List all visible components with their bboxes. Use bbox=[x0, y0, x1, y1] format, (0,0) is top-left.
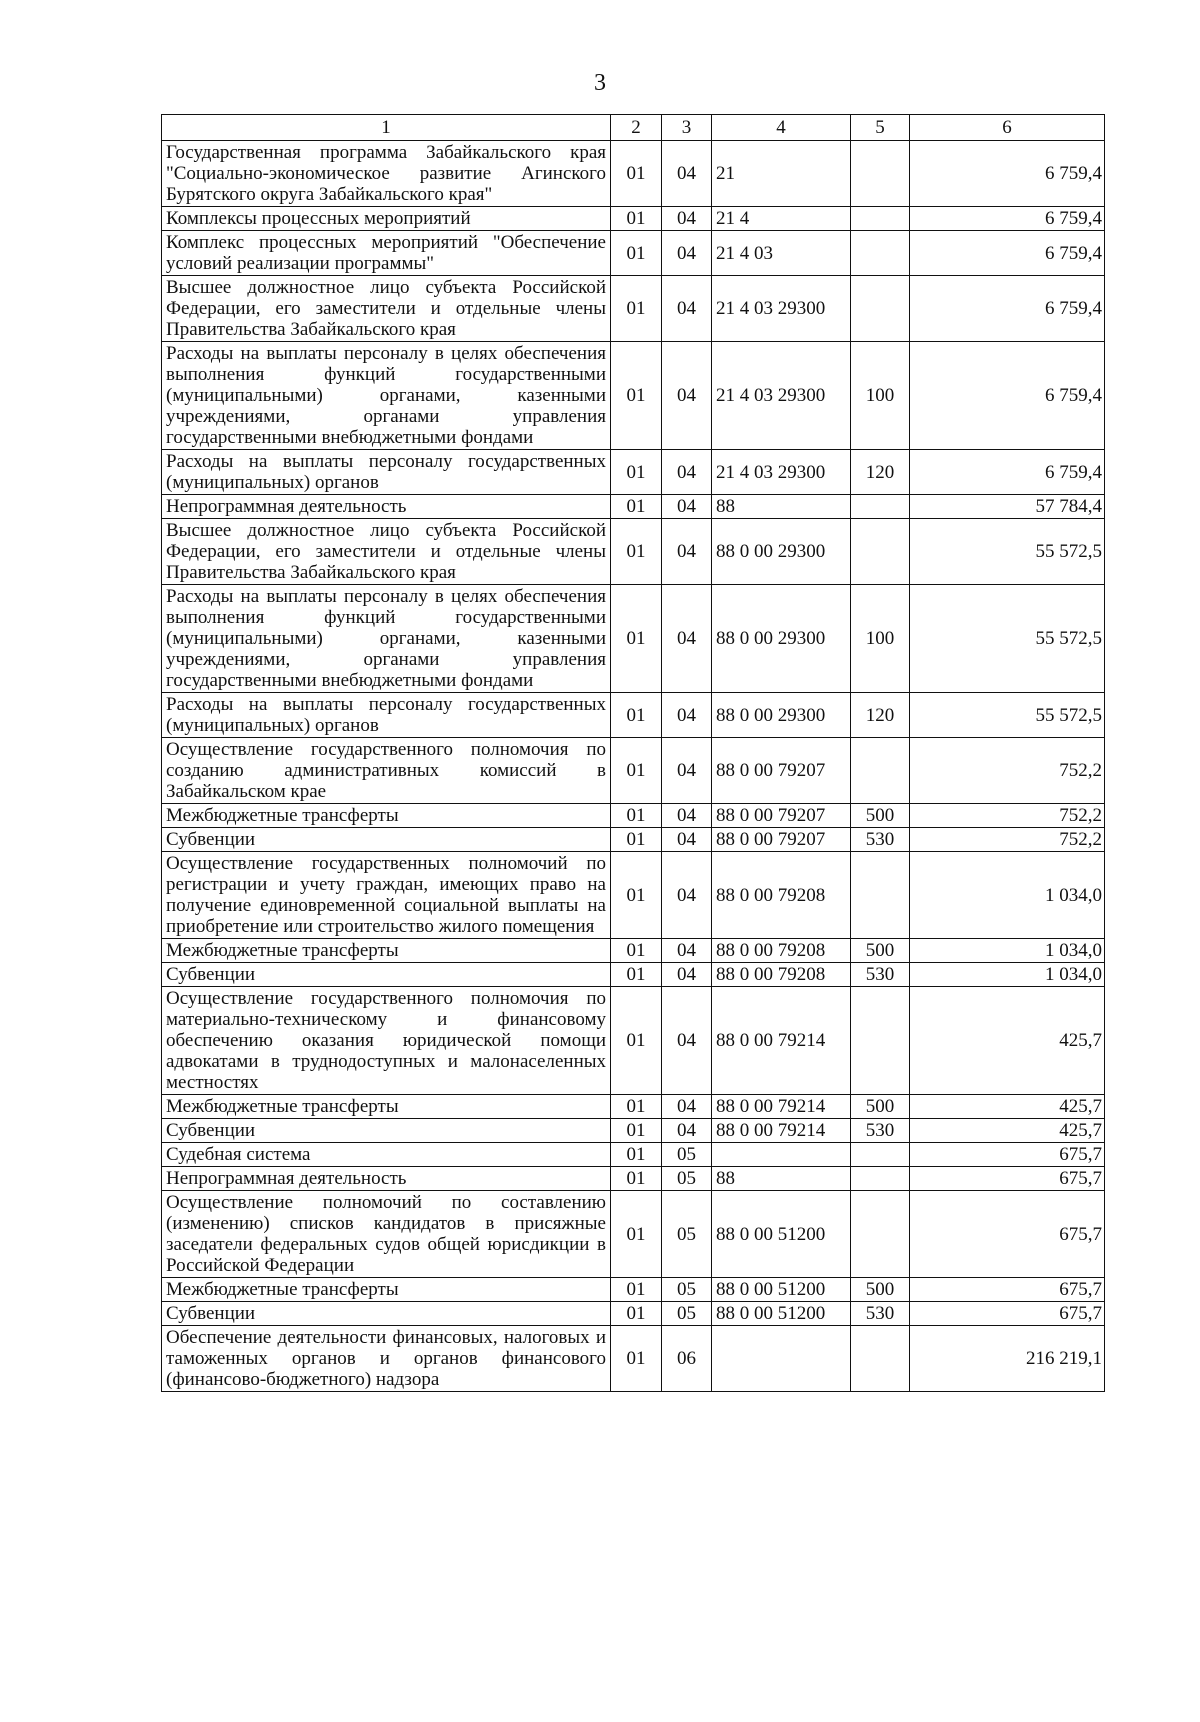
expense-type-code: 500 bbox=[851, 939, 910, 963]
amount: 6 759,4 bbox=[910, 207, 1105, 231]
expense-type-code bbox=[851, 987, 910, 1095]
table-row bbox=[162, 1326, 1105, 1392]
expense-type-code: 120 bbox=[851, 693, 910, 738]
col-header-2: 2 bbox=[611, 115, 662, 141]
section-code: 01 bbox=[611, 852, 662, 939]
amount: 1 034,0 bbox=[910, 939, 1105, 963]
target-article-code: 88 0 00 79207 bbox=[712, 828, 851, 852]
section-code: 01 bbox=[611, 342, 662, 450]
expense-type-code: 530 bbox=[851, 1302, 910, 1326]
table-row bbox=[162, 939, 1105, 963]
subsection-code: 04 bbox=[662, 495, 712, 519]
table-row bbox=[162, 450, 1105, 495]
table-row bbox=[162, 231, 1105, 276]
subsection-code: 05 bbox=[662, 1143, 712, 1167]
target-article-code bbox=[712, 1326, 851, 1392]
amount: 55 572,5 bbox=[910, 585, 1105, 693]
expense-type-code bbox=[851, 276, 910, 342]
expense-type-code: 530 bbox=[851, 828, 910, 852]
target-article-code: 88 0 00 51200 bbox=[712, 1278, 851, 1302]
section-code: 01 bbox=[611, 1191, 662, 1278]
target-article-code: 88 0 00 29300 bbox=[712, 693, 851, 738]
row-name: Государственная программа Забайкальского края "Социально-экономическое развитие Агинского Бурятского округа Забайкальского края" bbox=[162, 141, 611, 207]
target-article-code: 88 0 00 51200 bbox=[712, 1191, 851, 1278]
amount: 675,7 bbox=[910, 1191, 1105, 1278]
section-code: 01 bbox=[611, 1278, 662, 1302]
expense-type-code bbox=[851, 738, 910, 804]
amount: 675,7 bbox=[910, 1143, 1105, 1167]
subsection-code: 04 bbox=[662, 141, 712, 207]
amount: 752,2 bbox=[910, 828, 1105, 852]
section-code: 01 bbox=[611, 1302, 662, 1326]
table-row bbox=[162, 852, 1105, 939]
amount: 425,7 bbox=[910, 1095, 1105, 1119]
expense-type-code: 100 bbox=[851, 342, 910, 450]
expense-type-code bbox=[851, 1191, 910, 1278]
table-row bbox=[162, 1143, 1105, 1167]
amount: 216 219,1 bbox=[910, 1326, 1105, 1392]
target-article-code: 88 0 00 79214 bbox=[712, 987, 851, 1095]
subsection-code: 04 bbox=[662, 852, 712, 939]
row-name: Осуществление государственного полномочия по созданию административных комиссий в Забайкальском крае bbox=[162, 738, 611, 804]
target-article-code: 21 bbox=[712, 141, 851, 207]
subsection-code: 04 bbox=[662, 939, 712, 963]
row-name: Субвенции bbox=[162, 963, 611, 987]
row-name: Непрограммная деятельность bbox=[162, 1167, 611, 1191]
expense-type-code bbox=[851, 1326, 910, 1392]
amount: 6 759,4 bbox=[910, 141, 1105, 207]
amount: 57 784,4 bbox=[910, 495, 1105, 519]
subsection-code: 05 bbox=[662, 1302, 712, 1326]
target-article-code: 21 4 bbox=[712, 207, 851, 231]
subsection-code: 04 bbox=[662, 276, 712, 342]
table-row bbox=[162, 1095, 1105, 1119]
row-name: Межбюджетные трансферты bbox=[162, 939, 611, 963]
page-number: 3 bbox=[594, 70, 606, 96]
section-code: 01 bbox=[611, 828, 662, 852]
target-article-code: 88 bbox=[712, 495, 851, 519]
row-name: Субвенции bbox=[162, 1302, 611, 1326]
section-code: 01 bbox=[611, 738, 662, 804]
row-name: Расходы на выплаты персоналу в целях обеспечения выполнения функций государственными (муниципальными) органами, казенными учреждениями, органами управления государственными внебюджетными фондами bbox=[162, 342, 611, 450]
row-name: Непрограммная деятельность bbox=[162, 495, 611, 519]
target-article-code: 21 4 03 29300 bbox=[712, 342, 851, 450]
row-name: Межбюджетные трансферты bbox=[162, 1278, 611, 1302]
table-body bbox=[162, 141, 1105, 1392]
table-row bbox=[162, 585, 1105, 693]
expense-type-code: 120 bbox=[851, 450, 910, 495]
table-row bbox=[162, 207, 1105, 231]
expense-type-code bbox=[851, 1167, 910, 1191]
expense-type-code bbox=[851, 207, 910, 231]
table-row bbox=[162, 276, 1105, 342]
target-article-code: 88 0 00 79214 bbox=[712, 1119, 851, 1143]
section-code: 01 bbox=[611, 1143, 662, 1167]
table-row bbox=[162, 738, 1105, 804]
target-article-code: 88 0 00 79208 bbox=[712, 939, 851, 963]
col-header-6: 6 bbox=[910, 115, 1105, 141]
expense-type-code: 530 bbox=[851, 963, 910, 987]
target-article-code: 88 0 00 79208 bbox=[712, 852, 851, 939]
amount: 1 034,0 bbox=[910, 852, 1105, 939]
amount: 6 759,4 bbox=[910, 450, 1105, 495]
amount: 55 572,5 bbox=[910, 693, 1105, 738]
expense-type-code bbox=[851, 231, 910, 276]
expense-type-code: 500 bbox=[851, 1278, 910, 1302]
amount: 1 034,0 bbox=[910, 963, 1105, 987]
section-code: 01 bbox=[611, 495, 662, 519]
row-name: Расходы на выплаты персоналу государственных (муниципальных) органов bbox=[162, 450, 611, 495]
table-row bbox=[162, 693, 1105, 738]
section-code: 01 bbox=[611, 276, 662, 342]
subsection-code: 04 bbox=[662, 1095, 712, 1119]
table-row bbox=[162, 495, 1105, 519]
section-code: 01 bbox=[611, 231, 662, 276]
section-code: 01 bbox=[611, 585, 662, 693]
amount: 6 759,4 bbox=[910, 276, 1105, 342]
section-code: 01 bbox=[611, 987, 662, 1095]
section-code: 01 bbox=[611, 1167, 662, 1191]
subsection-code: 04 bbox=[662, 1119, 712, 1143]
row-name: Осуществление государственного полномочия по материально-техническому и финансовому обеспечению оказания юридической помощи адвокатами в труднодоступных и малонаселенных местностях bbox=[162, 987, 611, 1095]
amount: 6 759,4 bbox=[910, 231, 1105, 276]
col-header-3: 3 bbox=[662, 115, 712, 141]
section-code: 01 bbox=[611, 519, 662, 585]
amount: 675,7 bbox=[910, 1278, 1105, 1302]
section-code: 01 bbox=[611, 141, 662, 207]
col-header-4: 4 bbox=[712, 115, 851, 141]
section-code: 01 bbox=[611, 207, 662, 231]
section-code: 01 bbox=[611, 1119, 662, 1143]
row-name: Судебная система bbox=[162, 1143, 611, 1167]
subsection-code: 04 bbox=[662, 804, 712, 828]
expense-type-code bbox=[851, 141, 910, 207]
section-code: 01 bbox=[611, 804, 662, 828]
row-name: Расходы на выплаты персоналу государственных (муниципальных) органов bbox=[162, 693, 611, 738]
section-code: 01 bbox=[611, 939, 662, 963]
row-name: Субвенции bbox=[162, 1119, 611, 1143]
target-article-code: 88 0 00 79207 bbox=[712, 804, 851, 828]
section-code: 01 bbox=[611, 693, 662, 738]
subsection-code: 04 bbox=[662, 450, 712, 495]
table-row bbox=[162, 1278, 1105, 1302]
row-name: Комплекс процессных мероприятий "Обеспечение условий реализации программы" bbox=[162, 231, 611, 276]
amount: 425,7 bbox=[910, 1119, 1105, 1143]
target-article-code: 21 4 03 29300 bbox=[712, 276, 851, 342]
table-row bbox=[162, 1167, 1105, 1191]
table-row bbox=[162, 963, 1105, 987]
table-row bbox=[162, 804, 1105, 828]
row-name: Осуществление государственных полномочий по регистрации и учету граждан, имеющих право на получение единовременной социальной выплаты на приобретение или строительство жилого помещения bbox=[162, 852, 611, 939]
row-name: Межбюджетные трансферты bbox=[162, 1095, 611, 1119]
table-row bbox=[162, 342, 1105, 450]
amount: 752,2 bbox=[910, 804, 1105, 828]
target-article-code: 88 0 00 51200 bbox=[712, 1302, 851, 1326]
col-header-5: 5 bbox=[851, 115, 910, 141]
target-article-code: 88 0 00 79207 bbox=[712, 738, 851, 804]
table-row bbox=[162, 519, 1105, 585]
subsection-code: 06 bbox=[662, 1326, 712, 1392]
subsection-code: 05 bbox=[662, 1278, 712, 1302]
table-row bbox=[162, 1191, 1105, 1278]
expense-type-code bbox=[851, 519, 910, 585]
subsection-code: 04 bbox=[662, 963, 712, 987]
table-row bbox=[162, 1119, 1105, 1143]
section-code: 01 bbox=[611, 450, 662, 495]
amount: 675,7 bbox=[910, 1167, 1105, 1191]
section-code: 01 bbox=[611, 963, 662, 987]
expense-type-code: 530 bbox=[851, 1119, 910, 1143]
header-row bbox=[162, 115, 1105, 141]
subsection-code: 04 bbox=[662, 207, 712, 231]
expense-type-code: 100 bbox=[851, 585, 910, 693]
table-row bbox=[162, 141, 1105, 207]
row-name: Субвенции bbox=[162, 828, 611, 852]
amount: 425,7 bbox=[910, 987, 1105, 1095]
expense-type-code bbox=[851, 495, 910, 519]
target-article-code: 21 4 03 29300 bbox=[712, 450, 851, 495]
target-article-code: 88 0 00 29300 bbox=[712, 585, 851, 693]
expense-type-code: 500 bbox=[851, 1095, 910, 1119]
col-header-1: 1 bbox=[162, 115, 611, 141]
expense-type-code: 500 bbox=[851, 804, 910, 828]
target-article-code: 88 0 00 79208 bbox=[712, 963, 851, 987]
subsection-code: 04 bbox=[662, 519, 712, 585]
amount: 6 759,4 bbox=[910, 342, 1105, 450]
subsection-code: 04 bbox=[662, 342, 712, 450]
row-name: Осуществление полномочий по составлению (изменению) списков кандидатов в присяжные заседатели федеральных судов общей юрисдикции в Российской Федерации bbox=[162, 1191, 611, 1278]
row-name: Высшее должностное лицо субъекта Российской Федерации, его заместители и отдельные члены Правительства Забайкальского края bbox=[162, 519, 611, 585]
subsection-code: 04 bbox=[662, 828, 712, 852]
amount: 752,2 bbox=[910, 738, 1105, 804]
target-article-code bbox=[712, 1143, 851, 1167]
budget-table bbox=[161, 114, 1105, 1392]
table-row bbox=[162, 1302, 1105, 1326]
target-article-code: 21 4 03 bbox=[712, 231, 851, 276]
row-name: Обеспечение деятельности финансовых, налоговых и таможенных органов и органов финансового (финансово-бюджетного) надзора bbox=[162, 1326, 611, 1392]
amount: 55 572,5 bbox=[910, 519, 1105, 585]
subsection-code: 04 bbox=[662, 585, 712, 693]
amount: 675,7 bbox=[910, 1302, 1105, 1326]
expense-type-code bbox=[851, 852, 910, 939]
subsection-code: 04 bbox=[662, 987, 712, 1095]
target-article-code: 88 0 00 29300 bbox=[712, 519, 851, 585]
table-row bbox=[162, 987, 1105, 1095]
table-row bbox=[162, 828, 1105, 852]
subsection-code: 04 bbox=[662, 231, 712, 276]
target-article-code: 88 0 00 79214 bbox=[712, 1095, 851, 1119]
row-name: Комплексы процессных мероприятий bbox=[162, 207, 611, 231]
subsection-code: 04 bbox=[662, 738, 712, 804]
subsection-code: 05 bbox=[662, 1167, 712, 1191]
row-name: Расходы на выплаты персоналу в целях обеспечения выполнения функций государственными (муниципальными) органами, казенными учреждениями, органами управления государственными внебюджетными фондами bbox=[162, 585, 611, 693]
target-article-code: 88 bbox=[712, 1167, 851, 1191]
expense-type-code bbox=[851, 1143, 910, 1167]
section-code: 01 bbox=[611, 1095, 662, 1119]
section-code: 01 bbox=[611, 1326, 662, 1392]
subsection-code: 04 bbox=[662, 693, 712, 738]
row-name: Высшее должностное лицо субъекта Российской Федерации, его заместители и отдельные члены Правительства Забайкальского края bbox=[162, 276, 611, 342]
row-name: Межбюджетные трансферты bbox=[162, 804, 611, 828]
subsection-code: 05 bbox=[662, 1191, 712, 1278]
